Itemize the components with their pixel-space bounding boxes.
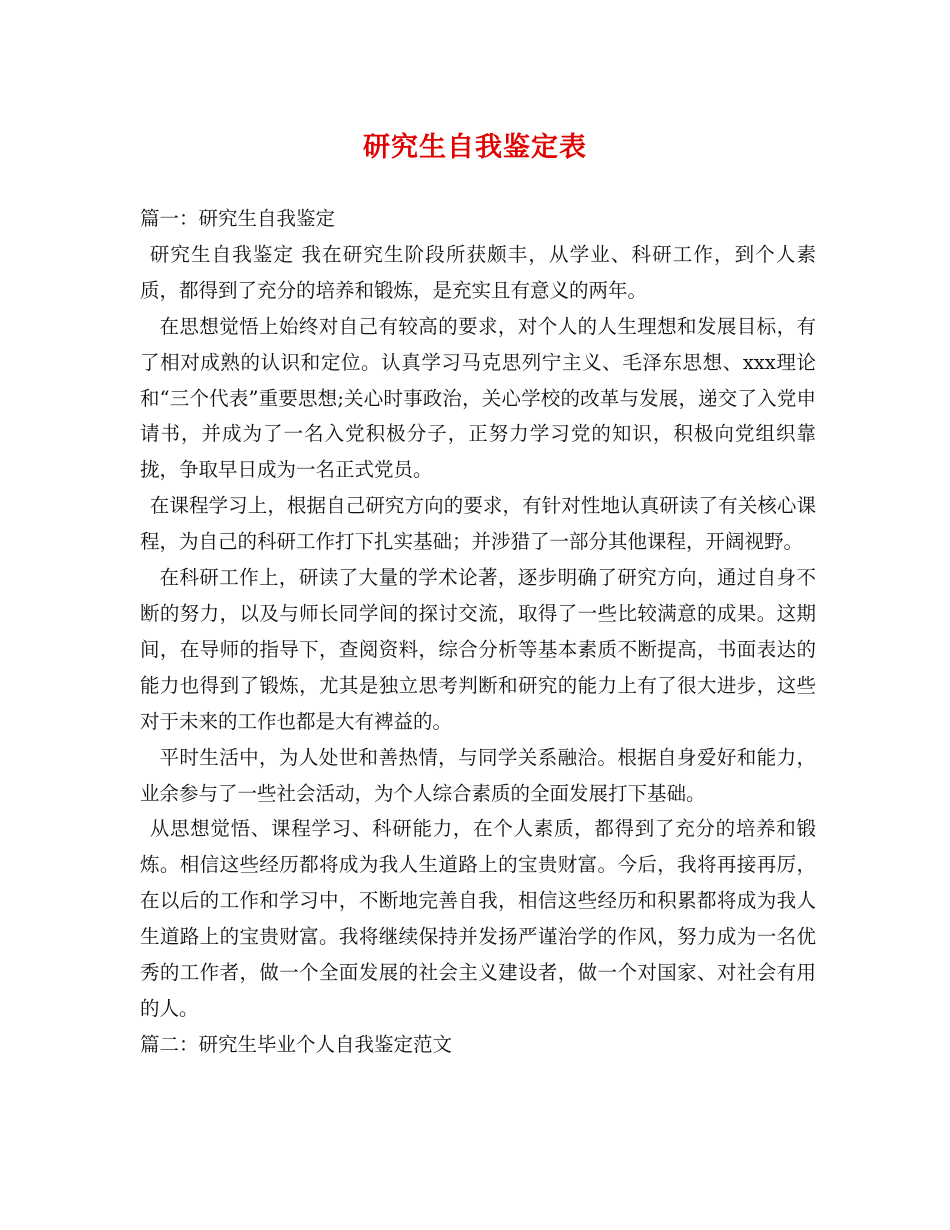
paragraph-5: 平时生活中，为人处世和善热情，与同学关系融洽。根据自身爱好和能力，业余参与了一些社会活动，为个人综合素质的全面发展打下基础。 [140, 745, 816, 805]
paragraph-3: 在课程学习上，根据自己研究方向的要求，有针对性地认真研读了有关核心课程，为自己的科研工作打下扎实基础；并涉猎了一部分其他课程，开阔视野。 [140, 494, 816, 554]
paragraph-2: 在思想觉悟上始终对自己有较高的要求，对个人的人生理想和发展目标，有了相对成熟的认识和定位。认真学习马克思列宁主义、毛泽东思想、xxx理论和“三个代表”重要思想;关心时事政治，关心学校的改革与发展，递交了入党申请书，并成为了一名入党积极分子，正努力学习党的知识，积极向党组织靠拢，争取早日成为一名正式党员。 [140, 314, 816, 482]
paragraph-1: 研究生自我鉴定 我在研究生阶段所获颇丰，从学业、科研工作，到个人素质，都得到了充分的培养和锻炼，是充实且有意义的两年。 [140, 242, 816, 302]
paragraph-4: 在科研工作上，研读了大量的学术论著，逐步明确了研究方向，通过自身不断的努力，以及与师长同学间的探讨交流，取得了一些比较满意的成果。这期间，在导师的指导下，查阅资料，综合分析等基本素质不断提高，书面表达的能力也得到了锻炼，尤其是独立思考判断和研究的能力上有了很大进步，这些对于未来的工作也都是大有裨益的。 [140, 566, 816, 733]
document-body [140, 201, 816, 1063]
section-heading-2: 篇二：研究生毕业个人自我鉴定范文 [140, 1032, 453, 1056]
document-title: 研究生自我鉴定表 [363, 132, 587, 163]
section-heading-1: 篇一：研究生自我鉴定 [140, 207, 336, 230]
paragraph-6: 从思想觉悟、课程学习、科研能力，在个人素质，都得到了充分的培养和锻炼。相信这些经历都将成为我人生道路上的宝贵财富。今后，我将再接再厉，在以后的工作和学习中，不断地完善自我，相信这些经历和积累都将成为我人生道路上的宝贵财富。我将继续保持并发扬严谨治学的作风，努力成为一名优秀的工作者，做一个全面发展的社会主义建设者，做一个对国家、对社会有用的人。 [140, 817, 816, 1020]
